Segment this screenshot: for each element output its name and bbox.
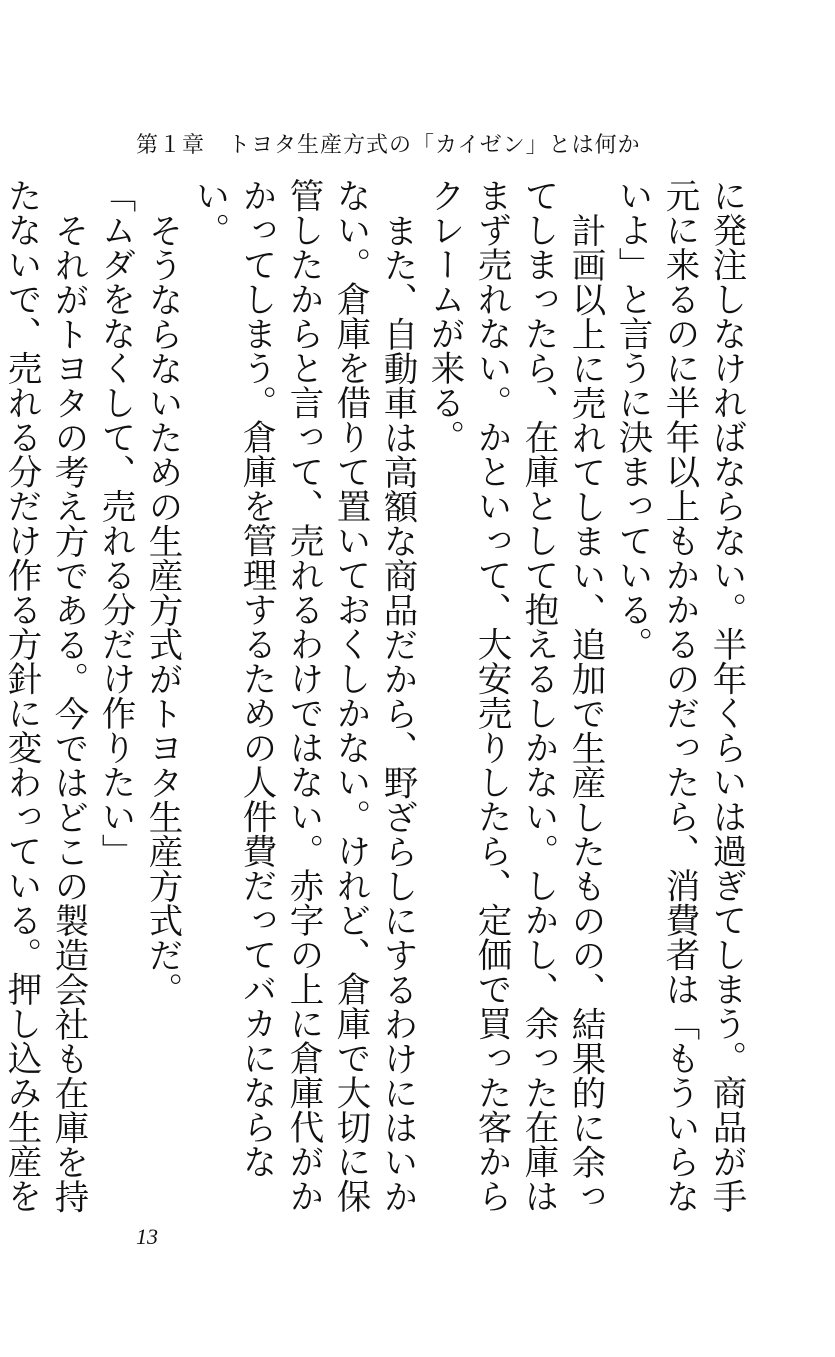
running-header: 第１章 トヨタ生産方式の「カイゼン」とは何か — [136, 133, 641, 158]
paragraph: また、自動車は高額な商品だから、野ざらしにするわけにはいかない。倉庫を借りて置いておくしかない。けれど、倉庫で大切に保管したからと言って、売れるわけではない。赤字の上に倉庫代がかかってしまう。倉庫を管理するための人件費だってバカにならない。 — [189, 178, 417, 1213]
page-number: 13 — [136, 1224, 158, 1249]
paragraph: 計画以上に売れてしまい、追加で生産したものの、結果的に余ってしまったら、在庫として抱えるしかない。しかし、余った在庫はまず売れない。かといって、大安売りしたら、定価で買った客からクレームが来る。 — [424, 178, 605, 1213]
paragraph: 「ムダをなくして、売れる分だけ作りたい」 — [95, 178, 135, 868]
body-text — [1, 178, 749, 1218]
paragraph: に発注しなければならない。半年くらいは過ぎてしまう。商品が手元に来るのに半年以上もかかるのだったら、消費者は「もういらないよ」と言うに決まっている。 — [612, 178, 746, 1213]
paragraph: それがトヨタの考え方である。今ではどこの製造会社も在庫を持たないで、売れる分だけ作る方針に変わっている。押し込み生産を — [1, 178, 88, 1213]
paragraph: そうならないための生産方式がトヨタ生産方式だ。 — [142, 212, 182, 1006]
